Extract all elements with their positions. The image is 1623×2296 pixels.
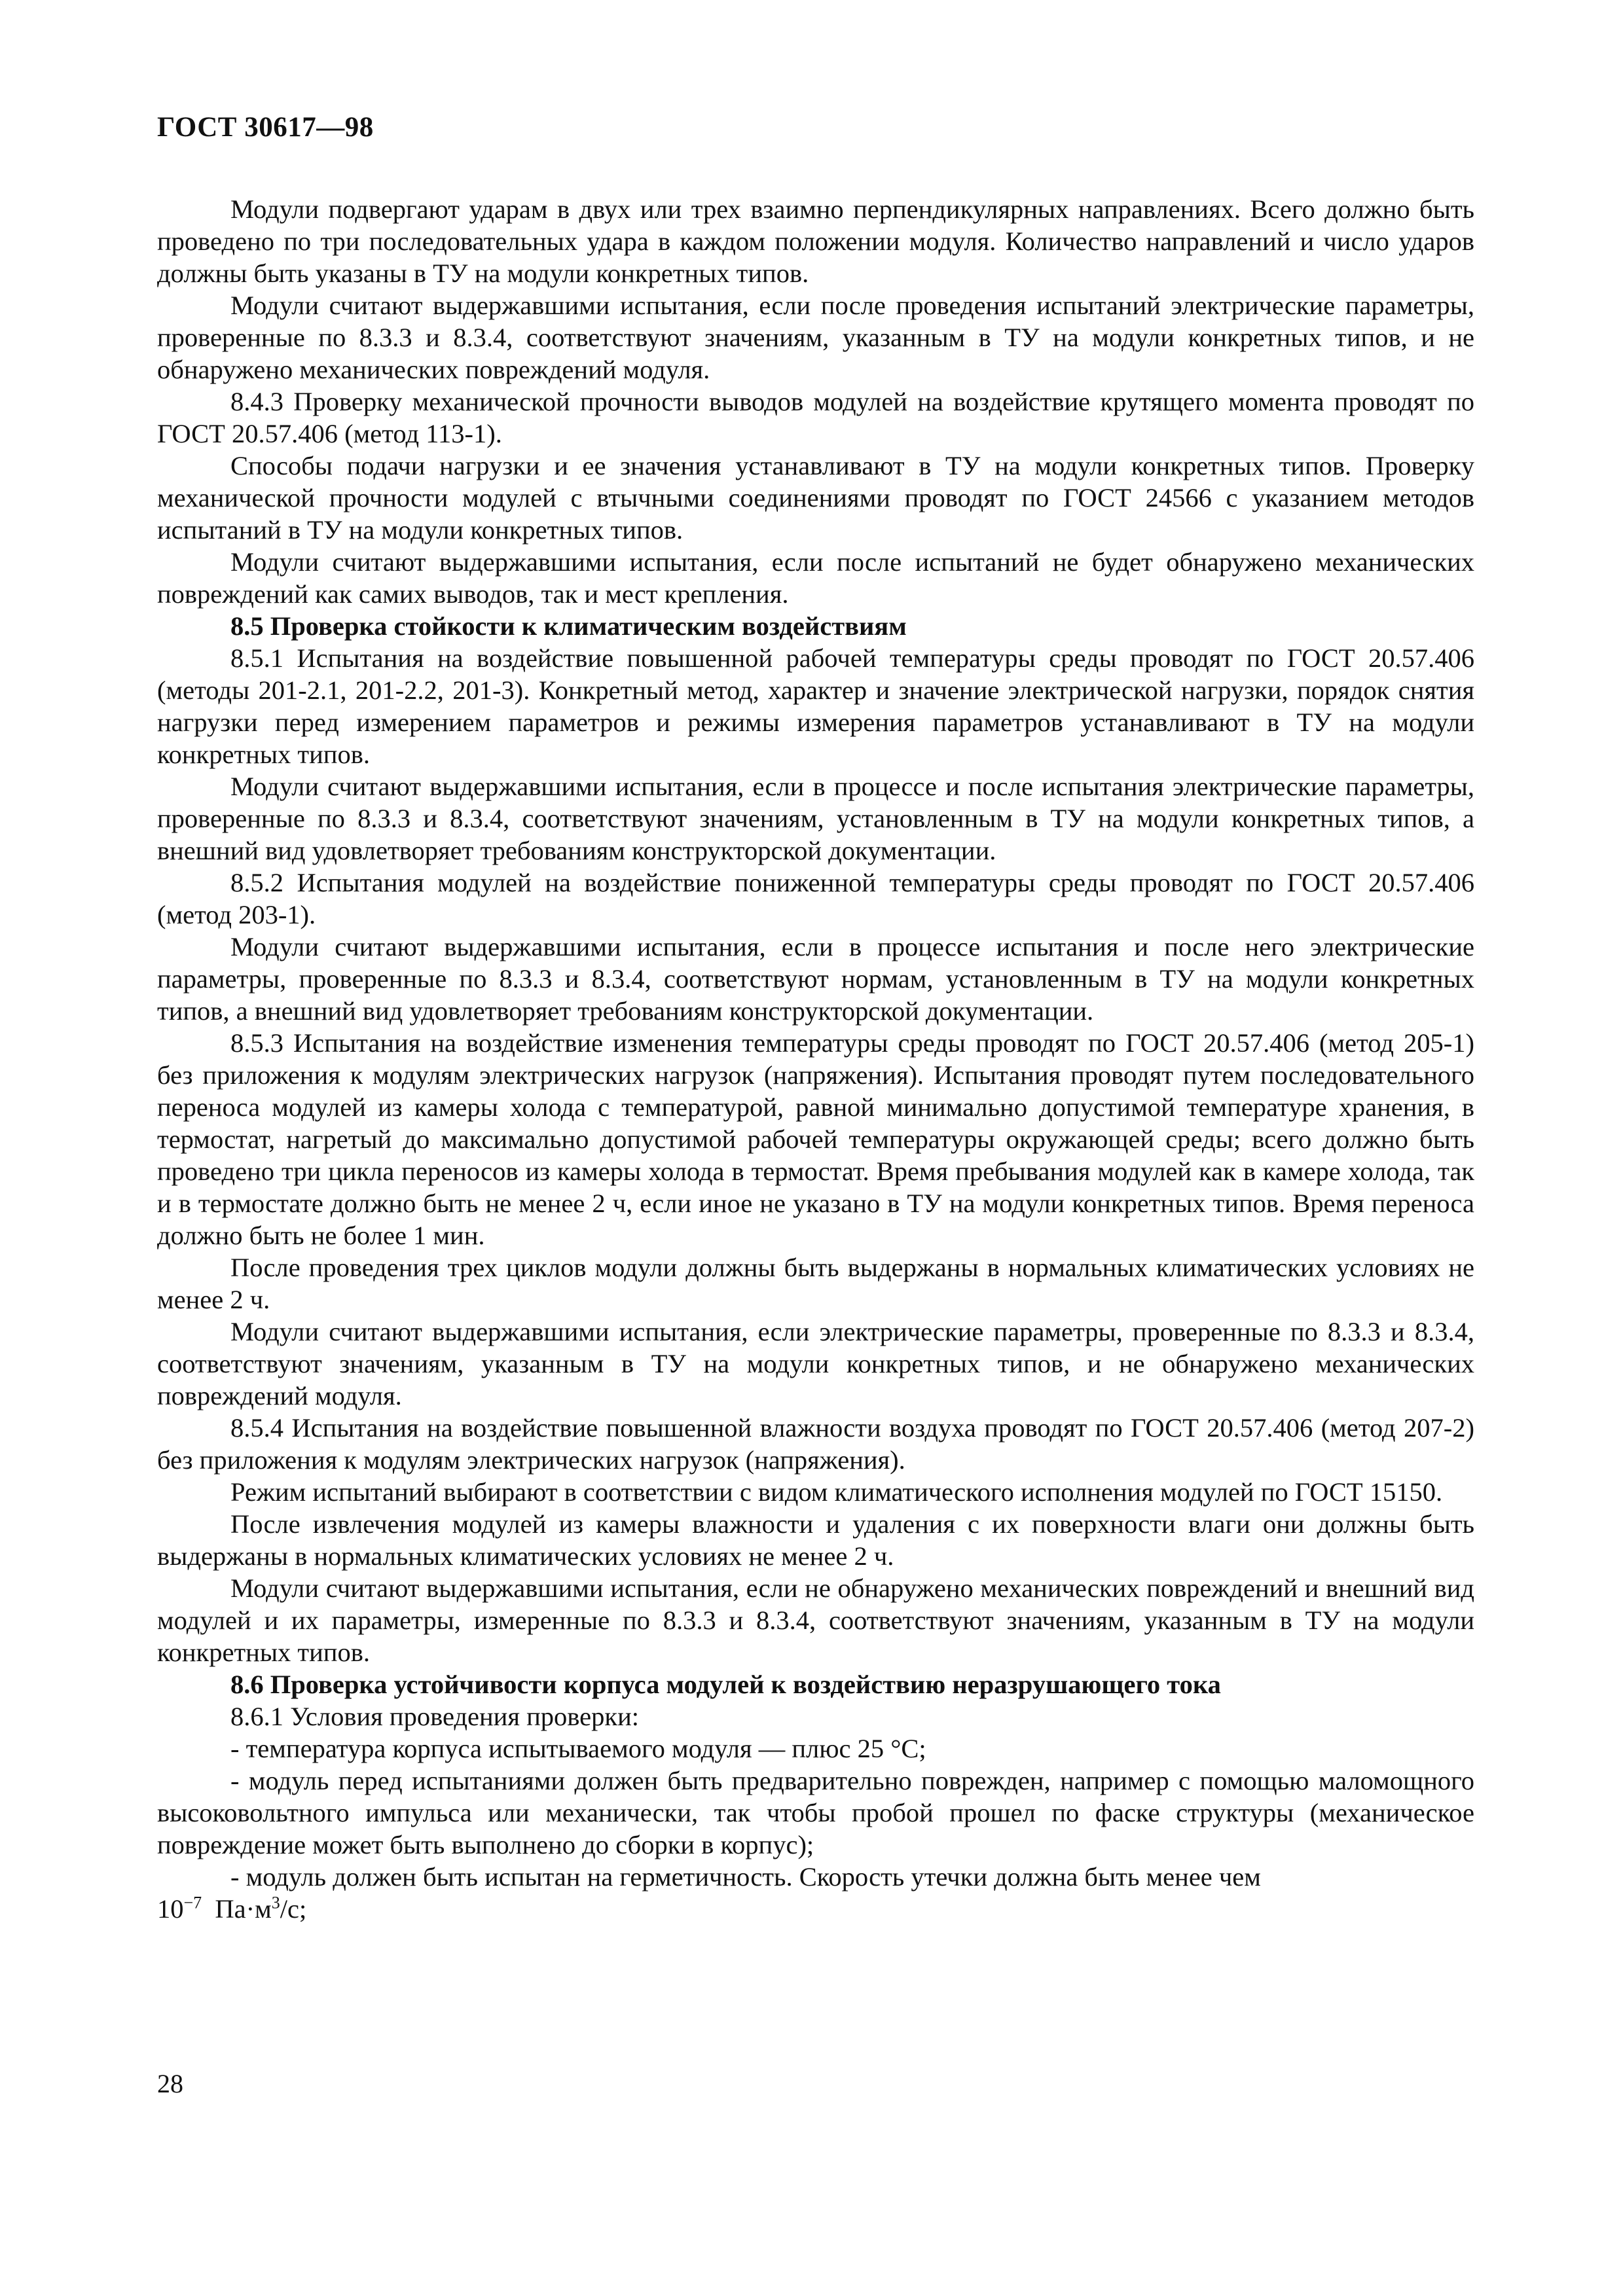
- section-heading: 8.5 Проверка стойкости к климатическим воздействиям: [230, 611, 907, 641]
- document-header: ГОСТ 30617—98: [157, 112, 374, 143]
- page-number: 28: [157, 2069, 183, 2098]
- paragraph: После извлечения модулей из камеры влажности и удаления с их поверхности влаги они должны быть выдержаны в нормальных климатических условиях не менее 2 ч.: [157, 1509, 1474, 1571]
- paragraph: 8.5.1 Испытания на воздействие повышенной рабочей температуры среды проводят по ГОСТ 20.57.406 (методы 201-2.1, 201-2.2, 201-3). Конкретный метод, характер и значение электрической нагрузки, порядок снятия нагрузки перед измерением параметров и режимы измерения параметров устанавливают в ТУ на модули конкретных типов.: [157, 643, 1474, 769]
- list-item: - модуль должен быть испытан на герметичность. Скорость утечки должна быть менее чем: [230, 1862, 1261, 1892]
- leak-rate-base: 10: [157, 1894, 184, 1924]
- paragraph: 8.4.3 Проверку механической прочности выводов модулей на воздействие крутящего момента проводят по ГОСТ 20.57.406 (метод 113-1).: [157, 387, 1474, 448]
- paragraph: 8.5.2 Испытания модулей на воздействие пониженной температуры среды проводят по ГОСТ 20.57.406 (метод 203-1).: [157, 868, 1474, 929]
- section-heading: 8.6 Проверка устойчивости корпуса модулей к воздействию неразрушающего тока: [230, 1670, 1221, 1699]
- paragraph: После проведения трех циклов модули должны быть выдержаны в нормальных климатических условиях не менее 2 ч.: [157, 1253, 1474, 1314]
- paragraph: Модули считают выдержавшими испытания, если в процессе испытания и после него электрические параметры, проверенные по 8.3.3 и 8.3.4, соответствуют нормам, установленным в ТУ на модули конкретных типов, а внешний вид удовлетворяет требованиям конструкторской документации.: [157, 932, 1474, 1026]
- list-item: - температура корпуса испытываемого модуля — плюс 25 °С;: [230, 1734, 926, 1763]
- paragraph: Модули считают выдержавшими испытания, если не обнаружено механических повреждений и внешний вид модулей и их параметры, измеренные по 8.3.3 и 8.3.4, соответствуют значениям, указанным в ТУ на модули конкретных типов.: [157, 1573, 1474, 1667]
- leak-rate-formula: [157, 1893, 1474, 1925]
- paragraph: 8.5.3 Испытания на воздействие изменения температуры среды проводят по ГОСТ 20.57.406 (метод 205-1) без приложения к модулям электрических нагрузок (напряжения). Испытания проводят путем последовательного переноса модулей из камеры холода с температурой, равной минимально допустимой температуре хранения, в термостат, нагретый до максимально допустимой рабочей температуры окружающей среды; всего должно быть проведено три цикла переносов из камеры холода в термостат. Время пребывания модулей как в камере холода, так и в термостате должно быть не менее 2 ч, если иное не указано в ТУ на модули конкретных типов. Время переноса должно быть не более 1 мин.: [157, 1028, 1474, 1250]
- list-item: - модуль перед испытаниями должен быть предварительно поврежден, например с помощью маломощного высоковольтного импульса или механически, так чтобы пробой прошел по фаске структуры (механическое повреждение может быть выполнено до сборки в корпус);: [157, 1766, 1474, 1859]
- leak-rate-unit: Па·м: [215, 1894, 272, 1924]
- paragraph: 8.6.1 Условия проведения проверки:: [230, 1702, 639, 1731]
- leak-rate-unit-tail: /с;: [280, 1894, 307, 1924]
- leak-rate-exponent: −7: [183, 1893, 202, 1912]
- document-body: [157, 193, 1474, 1925]
- paragraph: Модули считают выдержавшими испытания, если электрические параметры, проверенные по 8.3.3 и 8.3.4, соответствуют значениям, указанным в ТУ на модули конкретных типов, и не обнаружено механических повреждений модуля.: [157, 1317, 1474, 1410]
- paragraph: Модули считают выдержавшими испытания, если после испытаний не будет обнаружено механических повреждений как самих выводов, так и мест крепления.: [157, 547, 1474, 609]
- paragraph: Модули считают выдержавшими испытания, если в процессе и после испытания электрические параметры, проверенные по 8.3.3 и 8.3.4, соответствуют значениям, установленным в ТУ на модули конкретных типов, а внешний вид удовлетворяет требованиям конструкторской документации.: [157, 772, 1474, 865]
- paragraph: Способы подачи нагрузки и ее значения устанавливают в ТУ на модули конкретных типов. Проверку механической прочности модулей с втычными соединениями проводят по ГОСТ 24566 с указанием методов испытаний в ТУ на модули конкретных типов.: [157, 451, 1474, 545]
- leak-rate-unit-power: 3: [271, 1893, 280, 1912]
- paragraph: Модули подвергают ударам в двух или трех взаимно перпендикулярных направлениях. Всего должно быть проведено по три последовательных удара в каждом положении модуля. Количество направлений и число ударов должны быть указаны в ТУ на модули конкретных типов.: [157, 194, 1474, 288]
- paragraph: Модули считают выдержавшими испытания, если после проведения испытаний электрические параметры, проверенные по 8.3.3 и 8.3.4, соответствуют значениям, указанным в ТУ на модули конкретных типов, и не обнаружено механических повреждений модуля.: [157, 291, 1474, 384]
- paragraph: 8.5.4 Испытания на воздействие повышенной влажности воздуха проводят по ГОСТ 20.57.406 (метод 207-2) без приложения к модулям электрических нагрузок (напряжения).: [157, 1413, 1474, 1475]
- paragraph: Режим испытаний выбирают в соответствии с видом климатического исполнения модулей по ГОСТ 15150.: [230, 1477, 1443, 1507]
